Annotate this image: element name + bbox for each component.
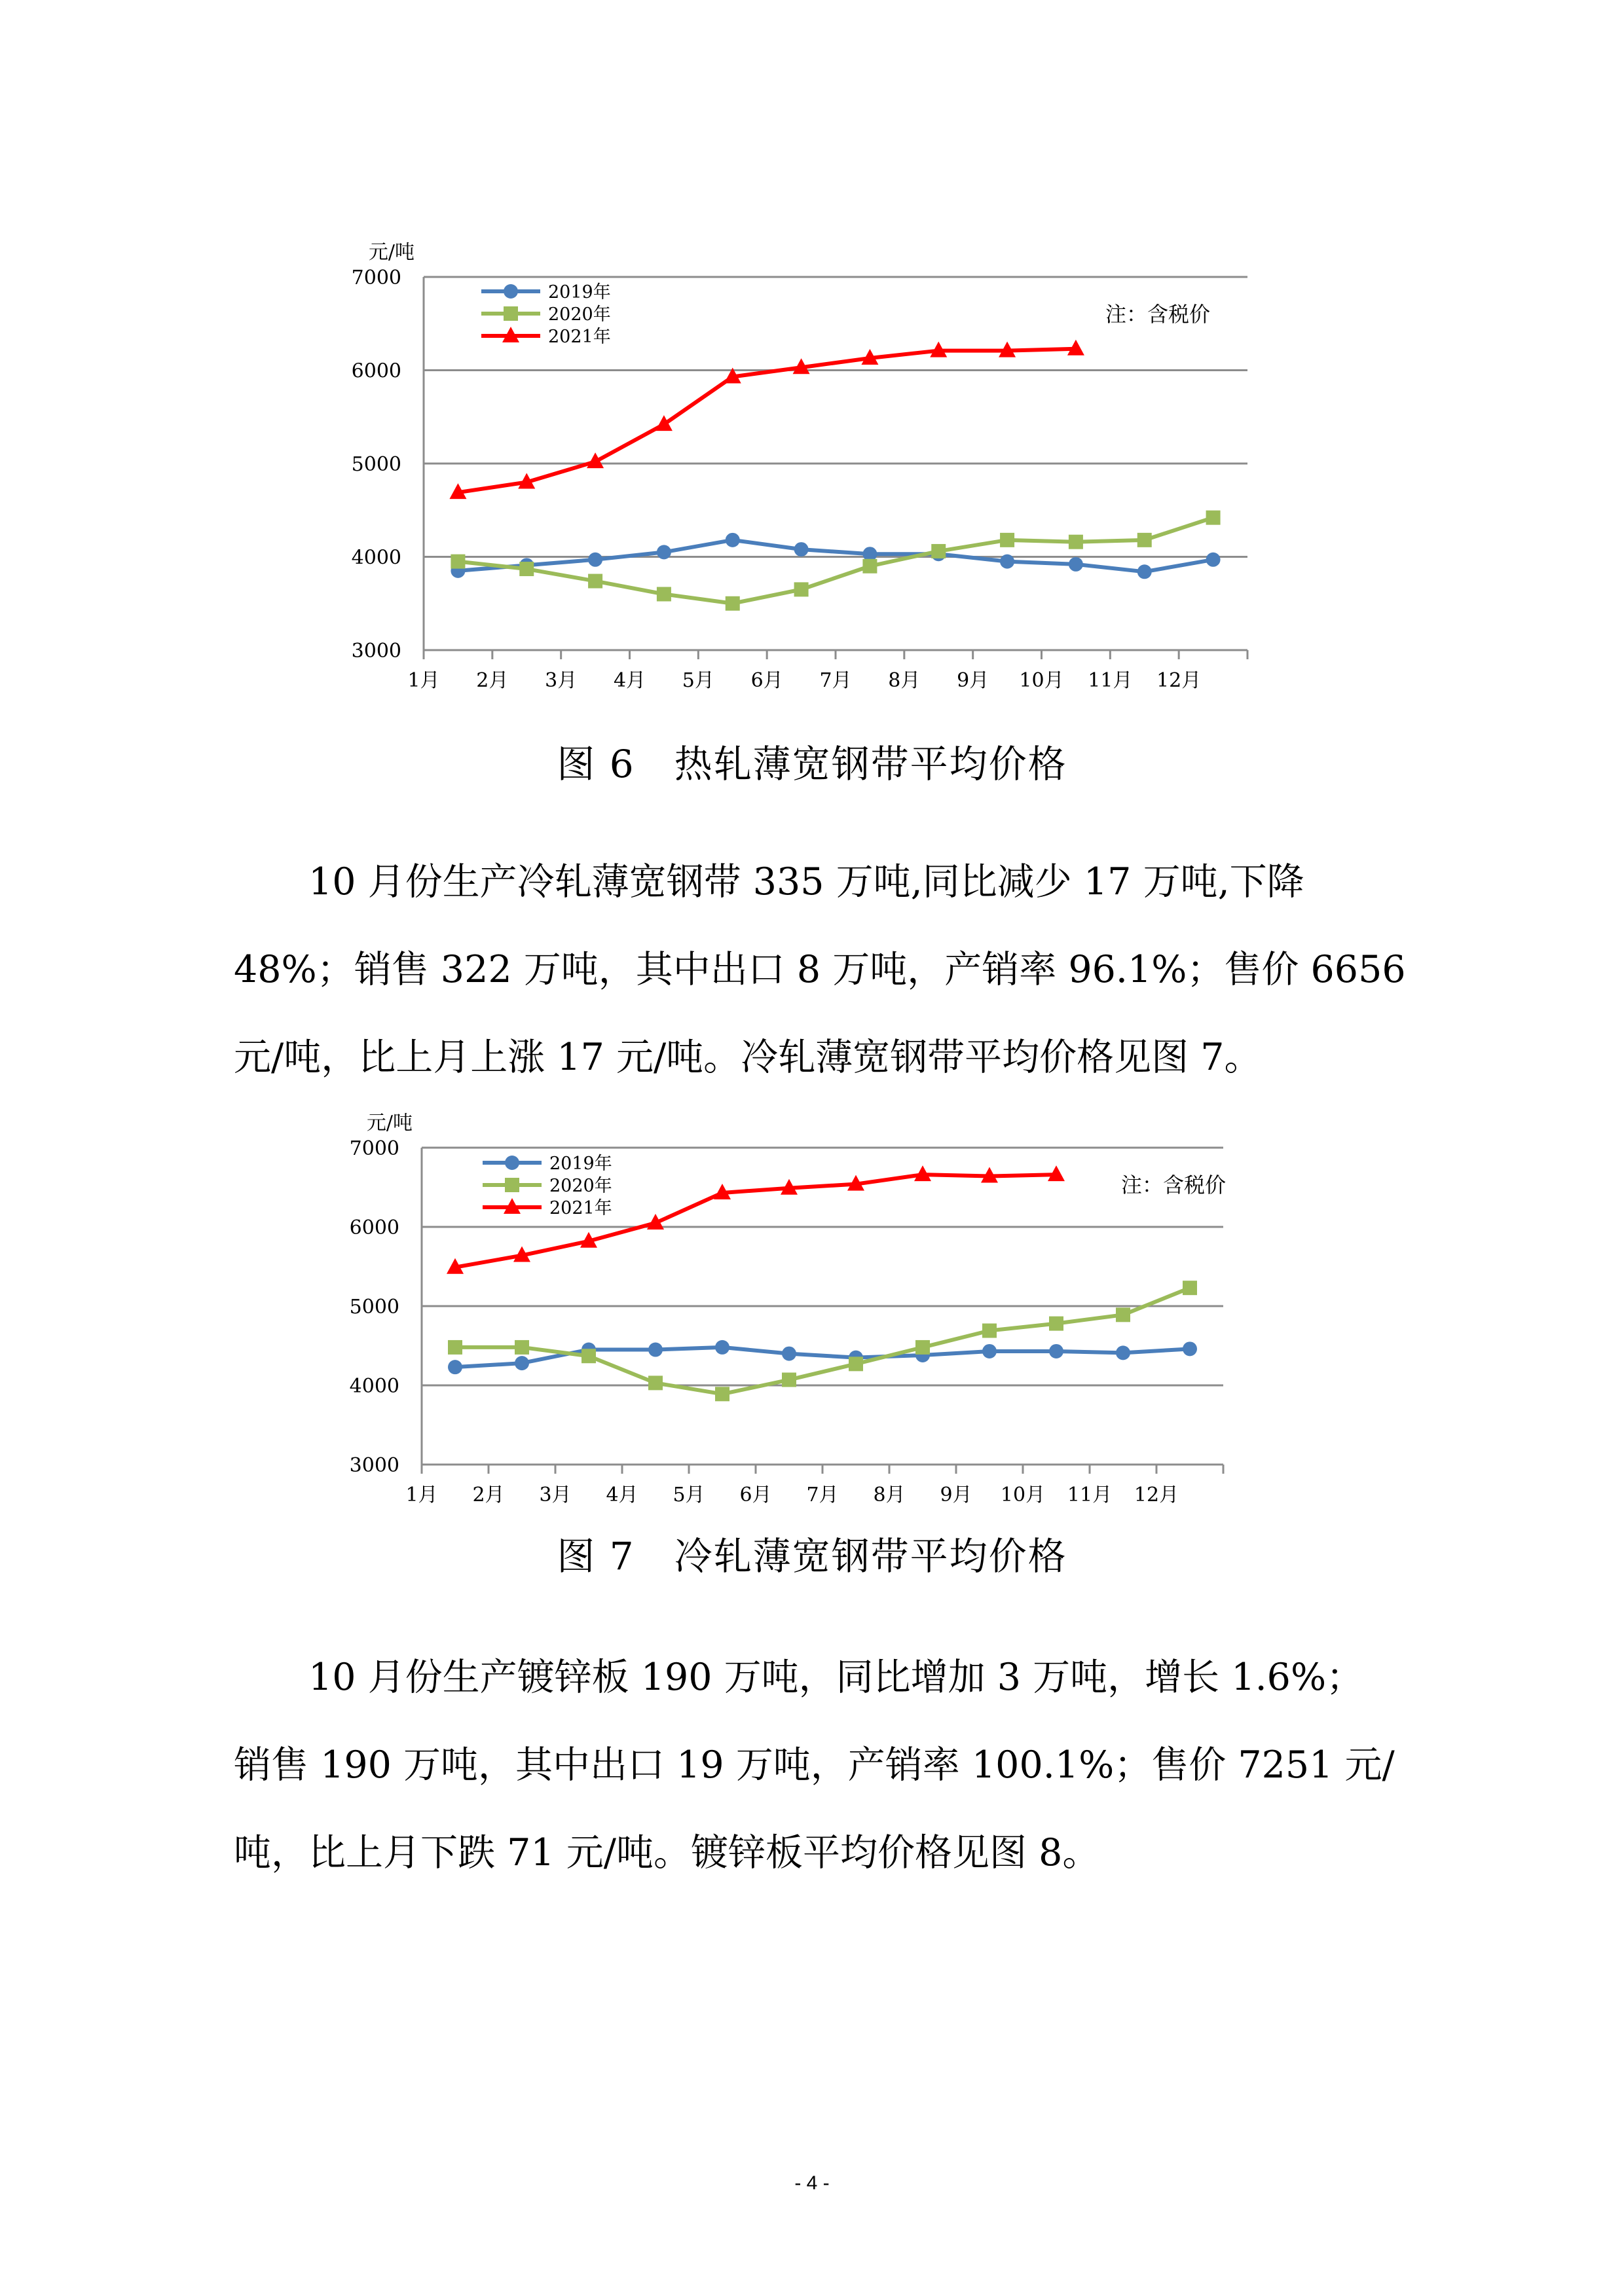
data-point [451,555,465,569]
x-tick-label: 8月 [873,1484,906,1506]
data-point [1069,535,1083,549]
data-point [588,553,602,567]
legend-marker [504,306,518,321]
data-point [657,545,671,559]
x-tick-label: 6月 [750,669,783,692]
figure-7-caption: 图 7 冷轧薄宽钢带平均价格 [557,1534,1067,1578]
y-tick-label: 3000 [349,1454,399,1477]
paragraph-line: 销售 190 万吨，其中出口 19 万吨，产销率 100.1%；售价 7251 元/ [234,1743,1395,1787]
data-point [648,1376,663,1390]
x-tick-label: 4月 [606,1484,638,1506]
data-point [726,596,740,611]
data-point [782,1347,796,1361]
data-point [714,1184,731,1199]
y-axis-unit: 元/吨 [368,241,415,264]
data-point [1069,557,1083,572]
legend-label: 2020年 [549,1176,612,1196]
data-point [515,1356,529,1370]
legend-marker [505,1156,519,1170]
data-point [657,587,671,602]
data-point [580,1232,597,1248]
data-point [648,1343,663,1357]
data-point [1116,1307,1130,1322]
data-point [1049,1344,1063,1358]
x-tick-label: 12月 [1156,669,1202,692]
paragraph-cold-rolled [234,838,1406,1101]
legend-marker [504,284,518,299]
legend-marker [504,1198,521,1214]
data-point [448,1340,462,1355]
data-point [794,582,809,596]
page-number: - 4 - [794,2172,830,2194]
data-point [781,1179,798,1195]
y-tick-label: 7000 [351,266,401,289]
paragraph-line: 10 月份生产冷轧薄宽钢带 335 万吨,同比减少 17 万吨,下降 [308,860,1304,903]
legend-label: 2021年 [549,1198,612,1218]
series-line-2021年 [455,1175,1056,1267]
data-point [581,1349,596,1363]
x-tick-label: 1月 [405,1484,438,1506]
data-point [647,1214,664,1230]
x-tick-label: 5月 [682,669,714,692]
data-point [447,1258,464,1274]
x-tick-label: 3月 [545,669,578,692]
data-point [794,542,809,556]
data-point [914,1165,931,1181]
data-point [982,1344,997,1358]
legend-label: 2019年 [548,282,611,302]
data-point [915,1340,930,1355]
x-tick-label: 10月 [1000,1484,1046,1506]
data-point [655,415,673,431]
y-tick-label: 5000 [351,453,401,476]
legend-label: 2021年 [548,327,611,347]
y-tick-label: 6000 [351,359,401,383]
data-point [1116,1345,1130,1360]
y-axis-unit: 元/吨 [366,1112,413,1135]
data-point [715,1387,729,1401]
legend-label: 2020年 [548,304,611,325]
data-point [1000,533,1014,547]
data-point [1183,1281,1197,1295]
data-point [513,1247,530,1262]
x-tick-label: 2月 [472,1484,505,1506]
data-point [849,1357,863,1371]
chart-note: 注：含税价 [1105,302,1211,327]
data-point [931,544,946,558]
x-tick-label: 7月 [819,669,852,692]
x-tick-label: 6月 [739,1484,772,1506]
data-point [782,1373,796,1387]
x-tick-label: 9月 [957,669,989,692]
paragraph-line: 吨，比上月下跌 71 元/吨。镀锌板平均价格见图 8。 [234,1831,1100,1874]
data-point [915,1348,930,1362]
y-tick-label: 4000 [349,1375,399,1398]
x-tick-label: 11月 [1088,669,1133,692]
data-point [1137,564,1152,579]
data-point [1049,1317,1063,1331]
data-point [862,559,877,574]
data-point [448,1360,462,1374]
data-point [581,1343,596,1357]
x-tick-label: 10月 [1019,669,1064,692]
data-point [1183,1341,1197,1356]
x-tick-label: 9月 [940,1484,972,1506]
paragraph-galvanized [234,1633,1406,1897]
x-tick-label: 12月 [1134,1484,1179,1506]
paragraph-line: 48%；销售 322 万吨，其中出口 8 万吨，产销率 96.1%；售价 6656 [234,948,1406,991]
chart-note: 注：含税价 [1121,1173,1227,1197]
x-tick-label: 4月 [613,669,646,692]
x-tick-label: 11月 [1067,1484,1113,1506]
data-point [588,574,602,589]
y-tick-label: 5000 [349,1296,399,1319]
data-point [1048,1165,1065,1181]
paragraph-line: 元/吨，比上月上涨 17 元/吨。冷轧薄宽钢带平均价格见图 7。 [234,1036,1262,1079]
series-line-2020年 [455,1288,1190,1394]
paragraph-line: 10 月份生产镀锌板 190 万吨，同比增加 3 万吨，增长 1.6%； [308,1656,1364,1699]
data-point [849,1351,863,1365]
chart-hot-rolled-price [0,0,1624,720]
figure-6-caption: 图 6 热轧薄宽钢带平均价格 [557,742,1067,786]
y-tick-label: 7000 [349,1137,399,1160]
y-tick-label: 4000 [351,546,401,570]
x-tick-label: 7月 [806,1484,839,1506]
x-tick-label: 3月 [539,1484,572,1506]
data-point [515,1340,529,1355]
data-point [726,533,740,547]
data-point [715,1340,729,1355]
x-tick-label: 8月 [888,669,921,692]
x-tick-label: 1月 [407,669,440,692]
data-point [982,1324,997,1338]
data-point [1206,511,1221,525]
x-tick-label: 5月 [673,1484,705,1506]
series-line-2019年 [455,1347,1190,1367]
y-tick-label: 6000 [349,1216,399,1239]
data-point [1206,553,1221,567]
data-point [981,1167,998,1183]
legend-marker [505,1178,519,1192]
x-tick-label: 2月 [476,669,509,692]
data-point [519,562,534,576]
legend-label: 2019年 [549,1154,612,1174]
y-tick-label: 3000 [351,640,401,663]
data-point [847,1175,864,1191]
data-point [1137,533,1152,547]
data-point [1000,555,1014,569]
